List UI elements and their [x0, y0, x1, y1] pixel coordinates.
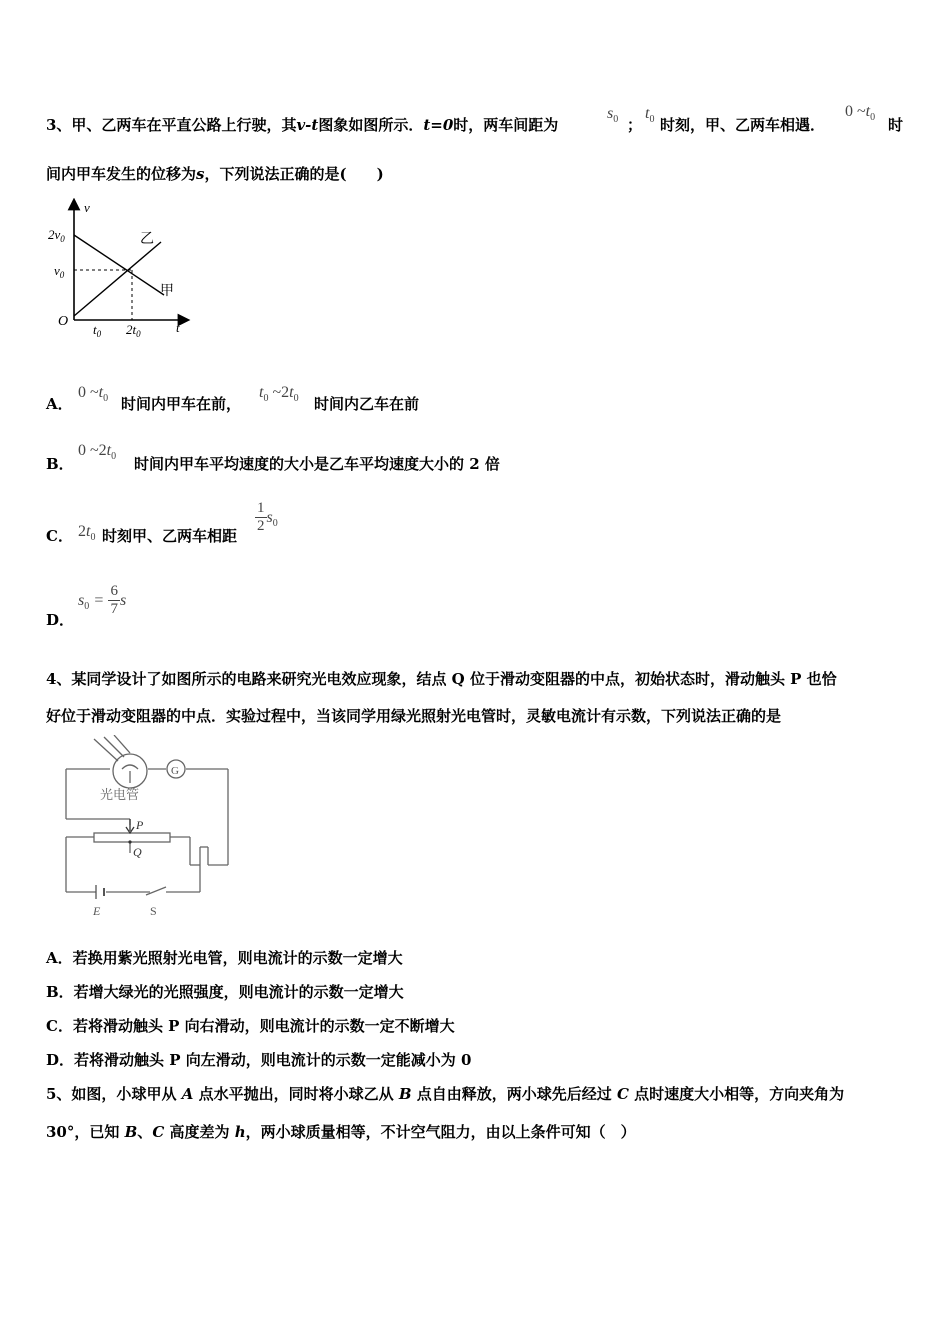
q3-line1: 3、甲、乙两车在平直公路上行驶，其v-t图象如图所示．t=0时，两车间距为	[46, 116, 559, 134]
galvanometer-label: G	[171, 765, 179, 777]
label-2t0: $2t_0$	[126, 322, 141, 339]
q3-optA-text2: 时间内乙车在前	[314, 395, 420, 413]
q5-line1: 5、如图，小球甲从 A 点水平抛出，同时将小球乙从 B 点自由释放，两小球先后经过 C 点时速度大小相等，方向夹角为	[46, 1085, 845, 1103]
q4-optC: C．若将滑动触头 P 向右滑动，则电流计的示数一定不断增大	[46, 1017, 455, 1035]
t0-symbol: $t_0$	[645, 105, 655, 126]
q3-optD-label: D．	[46, 611, 75, 629]
q-label: Q	[133, 845, 142, 859]
label-t0: $t_0$	[93, 322, 102, 339]
q3-optC-label: C．	[46, 527, 73, 545]
fraction-half: $\frac{1}{2}$	[257, 500, 265, 534]
half-s0: $\frac{1}{2}$ $s_0$	[257, 500, 278, 534]
semicolon: ；	[627, 116, 643, 134]
e-label: E	[93, 904, 101, 918]
vt-graph	[44, 198, 204, 343]
q3-line2: 间内甲车发生的位移为s，下列说法正确的是( )	[46, 165, 384, 183]
range-t0-2t0: $t_0$ $\sim 2t_0$	[259, 384, 299, 405]
label-jia: 甲	[160, 284, 174, 299]
fraction-six-seventh: $\frac{6}{7}$	[110, 583, 118, 617]
q3-optB-label: B．	[46, 455, 74, 473]
origin-label: O	[58, 314, 69, 329]
q3-optB-text: 时间内甲车平均速度的大小是乙车平均速度大小的 2 倍	[134, 455, 500, 473]
q3-line1-end: 时	[888, 116, 904, 134]
q3-line1-mid3: 时刻，甲、乙两车相遇．	[660, 116, 826, 134]
q4-line1: 4、某同学设计了如图所示的电路来研究光电效应现象，结点 Q 位于滑动变阻器的中点，初始状态时，滑动触头 P 也恰	[46, 670, 837, 688]
range-0-t0-a: 0 $\sim t_0$	[78, 384, 109, 405]
circuit-diagram	[60, 735, 240, 920]
q4-optA: A．若换用紫光照射光电管，则电流计的示数一定增大	[46, 949, 403, 967]
range-0-2t0: 0 $\sim 2t_0$	[78, 442, 117, 463]
label-2v0: $2v_0$	[48, 227, 65, 244]
q3-optC-text: 时刻甲、乙两车相距	[102, 527, 238, 545]
q4-line2: 好位于滑动变阻器的中点．实验过程中，当该同学用绿光照射光电管时，灵敏电流计有示数，下列说法正确的是	[46, 707, 782, 725]
vt-label: v-t	[296, 116, 319, 134]
q3-optA-text1: 时间内甲车在前，	[121, 395, 242, 413]
p-label: P	[136, 818, 144, 832]
label-v0: $v_0$	[54, 263, 65, 280]
2t0-symbol: $2t_0$	[78, 523, 96, 544]
s0-equation: $s_0$ = $\frac{6}{7}$ s	[78, 583, 127, 617]
q5-line2: 30°，已知 B、C 高度差为 h，两小球质量相等，不计空气阻力，由以上条件可知（ ）	[46, 1123, 636, 1141]
line-jia	[74, 242, 161, 316]
q4-optB: B．若增大绿光的光照强度，则电流计的示数一定增大	[46, 983, 404, 1001]
range-0-t0: 0 $\sim t_0$	[845, 103, 876, 124]
s0-symbol: $s_0$	[607, 105, 619, 126]
axis-v-label: v	[84, 200, 90, 215]
axis-t-label: t	[176, 320, 180, 335]
tube-label: 光电管	[100, 787, 140, 802]
s-label: S	[150, 904, 157, 918]
q4-optD: D．若将滑动触头 P 向左滑动，则电流计的示数一定能减小为 0	[46, 1051, 472, 1069]
label-yi: 乙	[140, 232, 154, 247]
q3-optA-label: A．	[46, 395, 73, 413]
